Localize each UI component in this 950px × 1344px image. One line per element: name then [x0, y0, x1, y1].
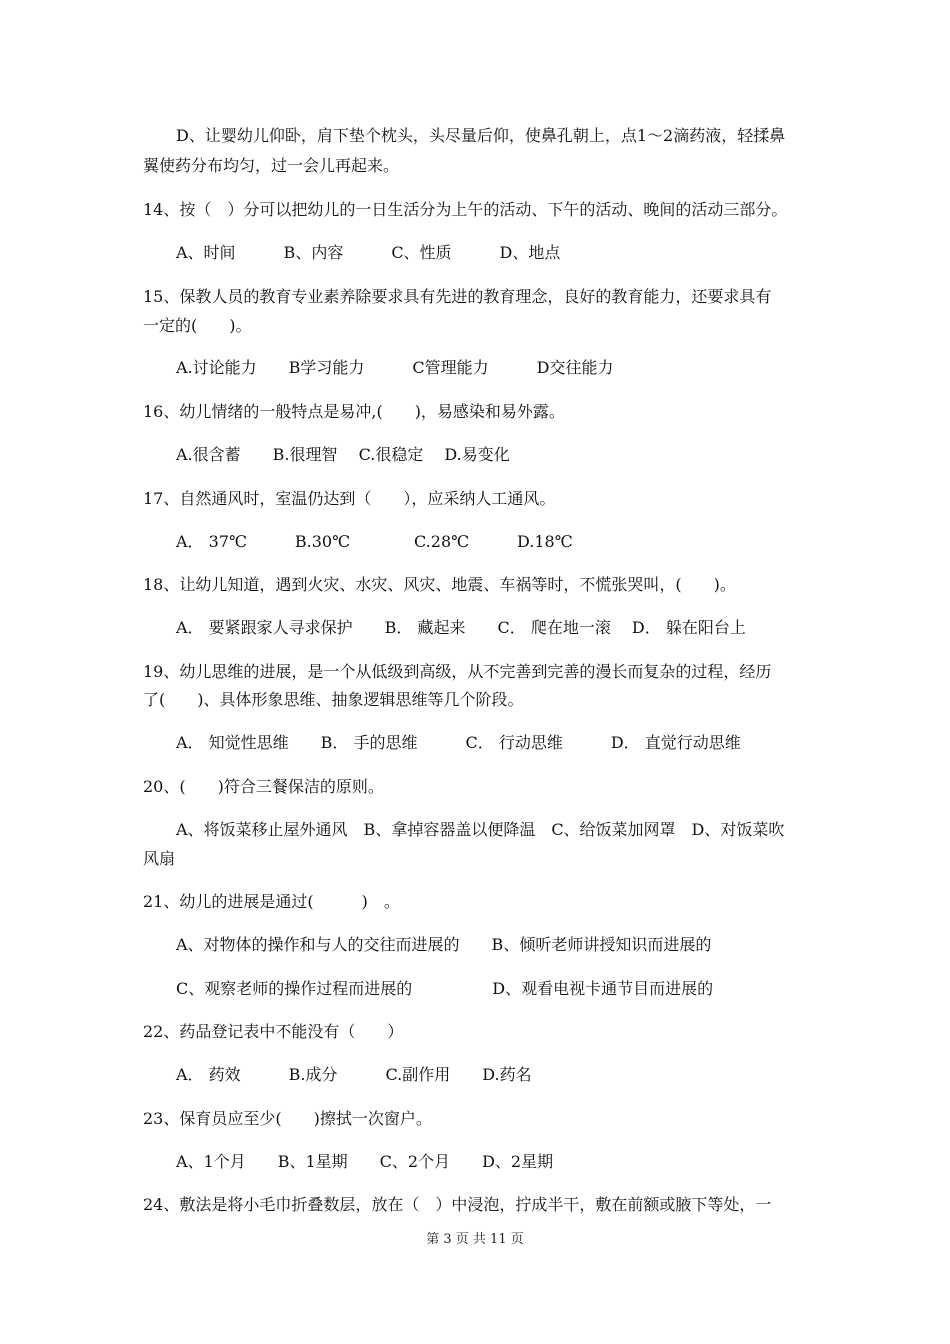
question-22: 22、药品登记表中不能没有（ ） [143, 1022, 404, 1041]
question-19-line2: 了( )、具体形象思维、抽象逻辑思维等几个阶段。 [143, 690, 524, 709]
question-21-options-ab: A、对物体的操作和与人的交往而进展的 B、倾听老师讲授知识而进展的 [176, 935, 712, 954]
question-18-options: A． 要紧跟家人寻求保护 B． 藏起来 C． 爬在地一滚 D． 躲在阳台上 [176, 618, 746, 637]
question-14-options: A、时间 B、内容 C、性质 D、地点 [176, 243, 561, 262]
question-20: 20、( )符合三餐保洁的原则。 [143, 777, 384, 796]
question-18: 18、让幼儿知道，遇到火灾、水灾、风灾、地震、车祸等时，不慌张哭叫，( )。 [143, 575, 736, 594]
question-19-options: A． 知觉性思维 B． 手的思维 C． 行动思维 D． 直觉行动思维 [176, 733, 741, 752]
page-footer: 第 3 页 共 11 页 [426, 1232, 524, 1247]
question-20-options-line2: 风扇 [143, 849, 176, 868]
question-15-line2: 一定的( )。 [143, 316, 252, 335]
question-15-options: A.讨论能力 B学习能力 C管理能力 D交往能力 [176, 358, 614, 377]
question-23-options: A、1个月 B、1星期 C、2个月 D、2星期 [176, 1152, 554, 1171]
question-16: 16、幼儿情绪的一般特点是易冲,( )，易感染和易外露。 [143, 402, 565, 421]
q13-option-d-line1: D、让婴幼儿仰卧，肩下垫个枕头，头尽量后仰，使鼻孔朝上，点1～2滴药液，轻揉鼻 [176, 126, 786, 145]
question-22-options: A． 药效 B.成分 C.副作用 D.药名 [176, 1065, 532, 1084]
question-17: 17、自然通风时，室温仍达到（ ），应采纳人工通风。 [143, 489, 556, 508]
question-16-options: A.很含蓄 B.很理智 C.很稳定 D.易变化 [176, 445, 510, 464]
question-21-options-cd: C、观察老师的操作过程而进展的 D、观看电视卡通节目而进展的 [176, 979, 714, 998]
question-14: 14、按（ ）分可以把幼儿的一日生活分为上午的活动、下午的活动、晚间的活动三部分。 [143, 200, 788, 219]
q13-option-d-line2: 翼使药分布均匀，过一会儿再起来。 [143, 156, 400, 175]
question-19-line1: 19、幼儿思维的进展，是一个从低级到高级，从不完善到完善的漫长而复杂的过程，经历 [143, 662, 772, 681]
question-20-options-line1: A、将饭菜移止屋外通风 B、拿掉容器盖以便降温 C、给饭菜加网罩 D、对饭菜吹 [176, 820, 785, 839]
question-15-line1: 15、保教人员的教育专业素养除要求具有先进的教育理念，良好的教育能力，还要求具有 [143, 287, 772, 306]
question-24: 24、敷法是将小毛巾折叠数层，放在（ ）中浸泡，拧成半干，敷在前额或腋下等处，一 [143, 1195, 772, 1214]
question-17-options: A． 37℃ B.30℃ C.28℃ D.18℃ [176, 532, 573, 551]
question-21: 21、幼儿的进展是通过( ) 。 [143, 892, 400, 911]
question-23: 23、保育员应至少( )擦拭一次窗户。 [143, 1109, 432, 1128]
